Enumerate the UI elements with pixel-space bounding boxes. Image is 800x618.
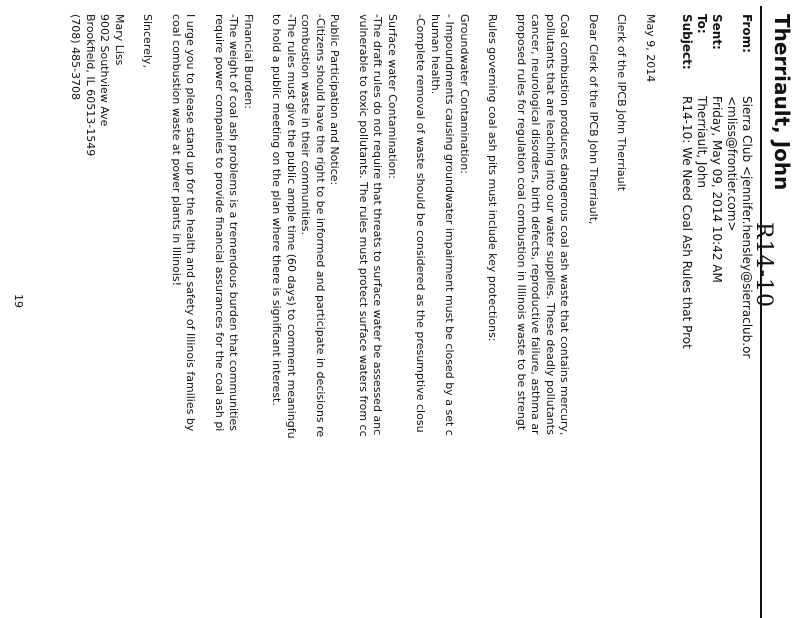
paragraph-line: I urge you to please stand up for the health and safety of Illinois families by [184, 14, 198, 432]
paragraph-line: cancer, neurological disorders, birth defects, reproductive failure, asthma ar [529, 14, 543, 435]
section-heading: Groundwater Contamination: [458, 14, 471, 174]
paragraph-line: proposed rules for regulation coal combustion in Illinois waste to be strengt [515, 14, 528, 431]
paragraph-line: -Complete removal of waste should be considered as the presumptive closu [414, 14, 428, 433]
section-heading: Financial Burden: [242, 14, 255, 109]
letter-body [54, 14, 657, 439]
sent-value: Friday, May 09, 2014 10:42 AM [710, 96, 724, 283]
signer-phone: (708) 485-3708 [69, 14, 83, 101]
paragraph-line: -The draft rules do not require that threats to surface water be assessed anc [371, 14, 385, 436]
document-title: Therriault, John [770, 14, 794, 191]
groundwater-section [413, 14, 471, 439]
paragraph-line: pollutants that are leaching into our water supplies. These deadly pollutants [544, 14, 557, 435]
letter-recipient: Clerk of the IPCB John Therriault [615, 14, 629, 192]
paragraph-line: to hold a public meeting on the plan where there is significant interest. [270, 14, 284, 406]
subject-label: Subject: [680, 14, 694, 70]
section-heading: Surface water Contamination: [386, 14, 399, 179]
key-statement: Rules governing coal ash pits must include key protections: [486, 14, 500, 342]
intro-paragraph [514, 14, 572, 439]
paragraph-line: -The rules must give the public ample time (60 days) to comment meaningfu [285, 14, 298, 439]
from-value-email: <mliss@frontier.com> [725, 96, 739, 232]
record-number: R14-10 [751, 222, 776, 308]
closing-paragraph [169, 14, 198, 439]
subject-row [679, 14, 694, 358]
from-label: From: [740, 14, 754, 53]
signer-city: Brookfield, IL 60513-1549 [84, 14, 97, 157]
from-row [739, 14, 754, 358]
signer-street: 9002 Southview Ave [98, 14, 112, 127]
to-label: To: [695, 14, 709, 34]
letter-date: May 9, 2014 [644, 14, 657, 83]
paragraph-line: vulnerable to toxic pollutants. The rules must protect surface waters from cc [357, 14, 370, 437]
to-row [694, 14, 709, 358]
section-heading: Public Participation and Notice: [328, 14, 342, 186]
paragraph-line: - Impoundments causing groundwater impairment must be closed by a set c [443, 14, 457, 436]
letter-salutation: Dear Clerk of the IPCB John Therriault, [587, 14, 600, 225]
paragraph-line: human health. [429, 14, 442, 95]
paragraph-line: require power companies to provide financial assurances for the coal ash pi [213, 14, 226, 432]
financial-burden-section [212, 14, 256, 439]
signoff: Sincerely, [141, 14, 155, 68]
to-value: Therriault, John [695, 96, 709, 189]
from-value: Sierra Club <jennifer.hensley@sierraclub.or [740, 96, 754, 359]
email-header [679, 14, 754, 358]
surface-water-section [356, 14, 400, 439]
paragraph-line: Coal combustion produces dangerous coal ash waste that contains mercury, [558, 14, 572, 436]
from-row-continued [724, 14, 739, 358]
sent-row [709, 14, 724, 358]
title-rule [760, 6, 762, 618]
paragraph-line: -The weight of coal ash problems is a tremendous burden that communities [227, 14, 241, 432]
paragraph-line: combustion waste in their communities. [299, 14, 313, 236]
page-number: 19 [12, 294, 25, 308]
paragraph-line: coal combustion waste at power plants in Illinois! [170, 14, 183, 287]
signer-name: Mary Liss [113, 14, 126, 66]
sent-label: Sent: [710, 14, 724, 50]
public-participation-section [269, 14, 342, 439]
paragraph-line: -Citizens should have the right to be informed and participate in decisions re [314, 14, 327, 438]
subject-value: R14-10: We Need Coal Ash Rules that Prot [680, 96, 694, 349]
signature-block [68, 14, 126, 439]
